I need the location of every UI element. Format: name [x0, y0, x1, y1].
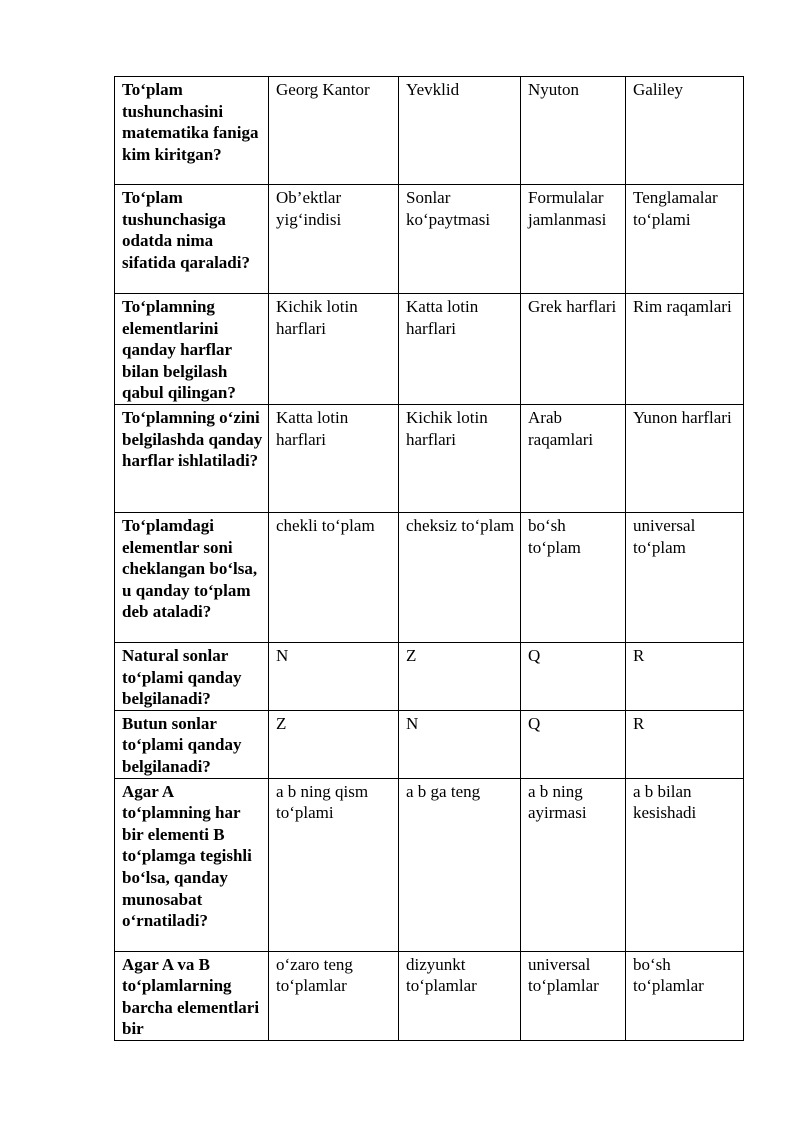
option-b-cell: Sonlar ko‘paytmasi [399, 185, 521, 294]
option-d-cell: Tenglamalar to‘plami [626, 185, 744, 294]
option-d-cell: universal to‘plam [626, 512, 744, 642]
option-b-cell: Katta lotin harflari [399, 294, 521, 405]
option-b-cell: dizyunkt to‘plamlar [399, 951, 521, 1040]
table-row [115, 512, 744, 642]
option-a-cell: Z [269, 710, 399, 778]
option-b-cell: Z [399, 642, 521, 710]
option-c-cell: Arab raqamlari [521, 404, 626, 512]
table-row [115, 404, 744, 512]
option-b-cell: Yevklid [399, 77, 521, 185]
option-d-cell: bo‘sh to‘plamlar [626, 951, 744, 1040]
option-a-cell: Ob’ektlar yig‘indisi [269, 185, 399, 294]
option-d-cell: Rim raqamlari [626, 294, 744, 405]
option-c-cell: a b ning ayirmasi [521, 778, 626, 951]
table-row [115, 185, 744, 294]
option-c-cell: bo‘sh to‘plam [521, 512, 626, 642]
option-a-cell: chekli to‘plam [269, 512, 399, 642]
option-c-cell: Q [521, 710, 626, 778]
question-cell: Agar A to‘plamning har bir elementi B to‘plamga tegishli bo‘lsa, qanday munosabat o‘rnatiladi? [115, 778, 269, 951]
question-cell: Butun sonlar to‘plami qanday belgilanadi? [115, 710, 269, 778]
option-d-cell: Galiley [626, 77, 744, 185]
quiz-table [114, 76, 744, 1041]
table-row [115, 77, 744, 185]
option-c-cell: Nyuton [521, 77, 626, 185]
option-a-cell: a b ning qism to‘plami [269, 778, 399, 951]
quiz-table-body [115, 77, 744, 1041]
option-a-cell: Kichik lotin harflari [269, 294, 399, 405]
table-row [115, 642, 744, 710]
option-a-cell: Georg Kantor [269, 77, 399, 185]
question-cell: To‘plamdagi elementlar soni cheklangan bo‘lsa, u qanday to‘plam deb ataladi? [115, 512, 269, 642]
table-row [115, 951, 744, 1040]
option-b-cell: Kichik lotin harflari [399, 404, 521, 512]
question-cell: To‘plam tushunchasiga odatda nima sifatida qaraladi? [115, 185, 269, 294]
option-c-cell: Grek harflari [521, 294, 626, 405]
option-a-cell: N [269, 642, 399, 710]
question-cell: To‘plam tushunchasini matematika faniga kim kiritgan? [115, 77, 269, 185]
question-cell: To‘plamning elementlarini qanday harflar bilan belgilash qabul qilingan? [115, 294, 269, 405]
option-b-cell: a b ga teng [399, 778, 521, 951]
table-row [115, 710, 744, 778]
option-c-cell: Q [521, 642, 626, 710]
option-b-cell: cheksiz to‘plam [399, 512, 521, 642]
option-a-cell: Katta lotin harflari [269, 404, 399, 512]
table-row [115, 294, 744, 405]
question-cell: To‘plamning o‘zini belgilashda qanday harflar ishlatiladi? [115, 404, 269, 512]
option-d-cell: a b bilan kesishadi [626, 778, 744, 951]
question-cell: Natural sonlar to‘plami qanday belgilanadi? [115, 642, 269, 710]
option-c-cell: Formulalar jamlanmasi [521, 185, 626, 294]
option-b-cell: N [399, 710, 521, 778]
option-d-cell: Yunon harflari [626, 404, 744, 512]
option-d-cell: R [626, 710, 744, 778]
option-d-cell: R [626, 642, 744, 710]
question-cell: Agar A va B to‘plamlarning barcha elementlari bir [115, 951, 269, 1040]
table-row [115, 778, 744, 951]
option-c-cell: universal to‘plamlar [521, 951, 626, 1040]
option-a-cell: o‘zaro teng to‘plamlar [269, 951, 399, 1040]
